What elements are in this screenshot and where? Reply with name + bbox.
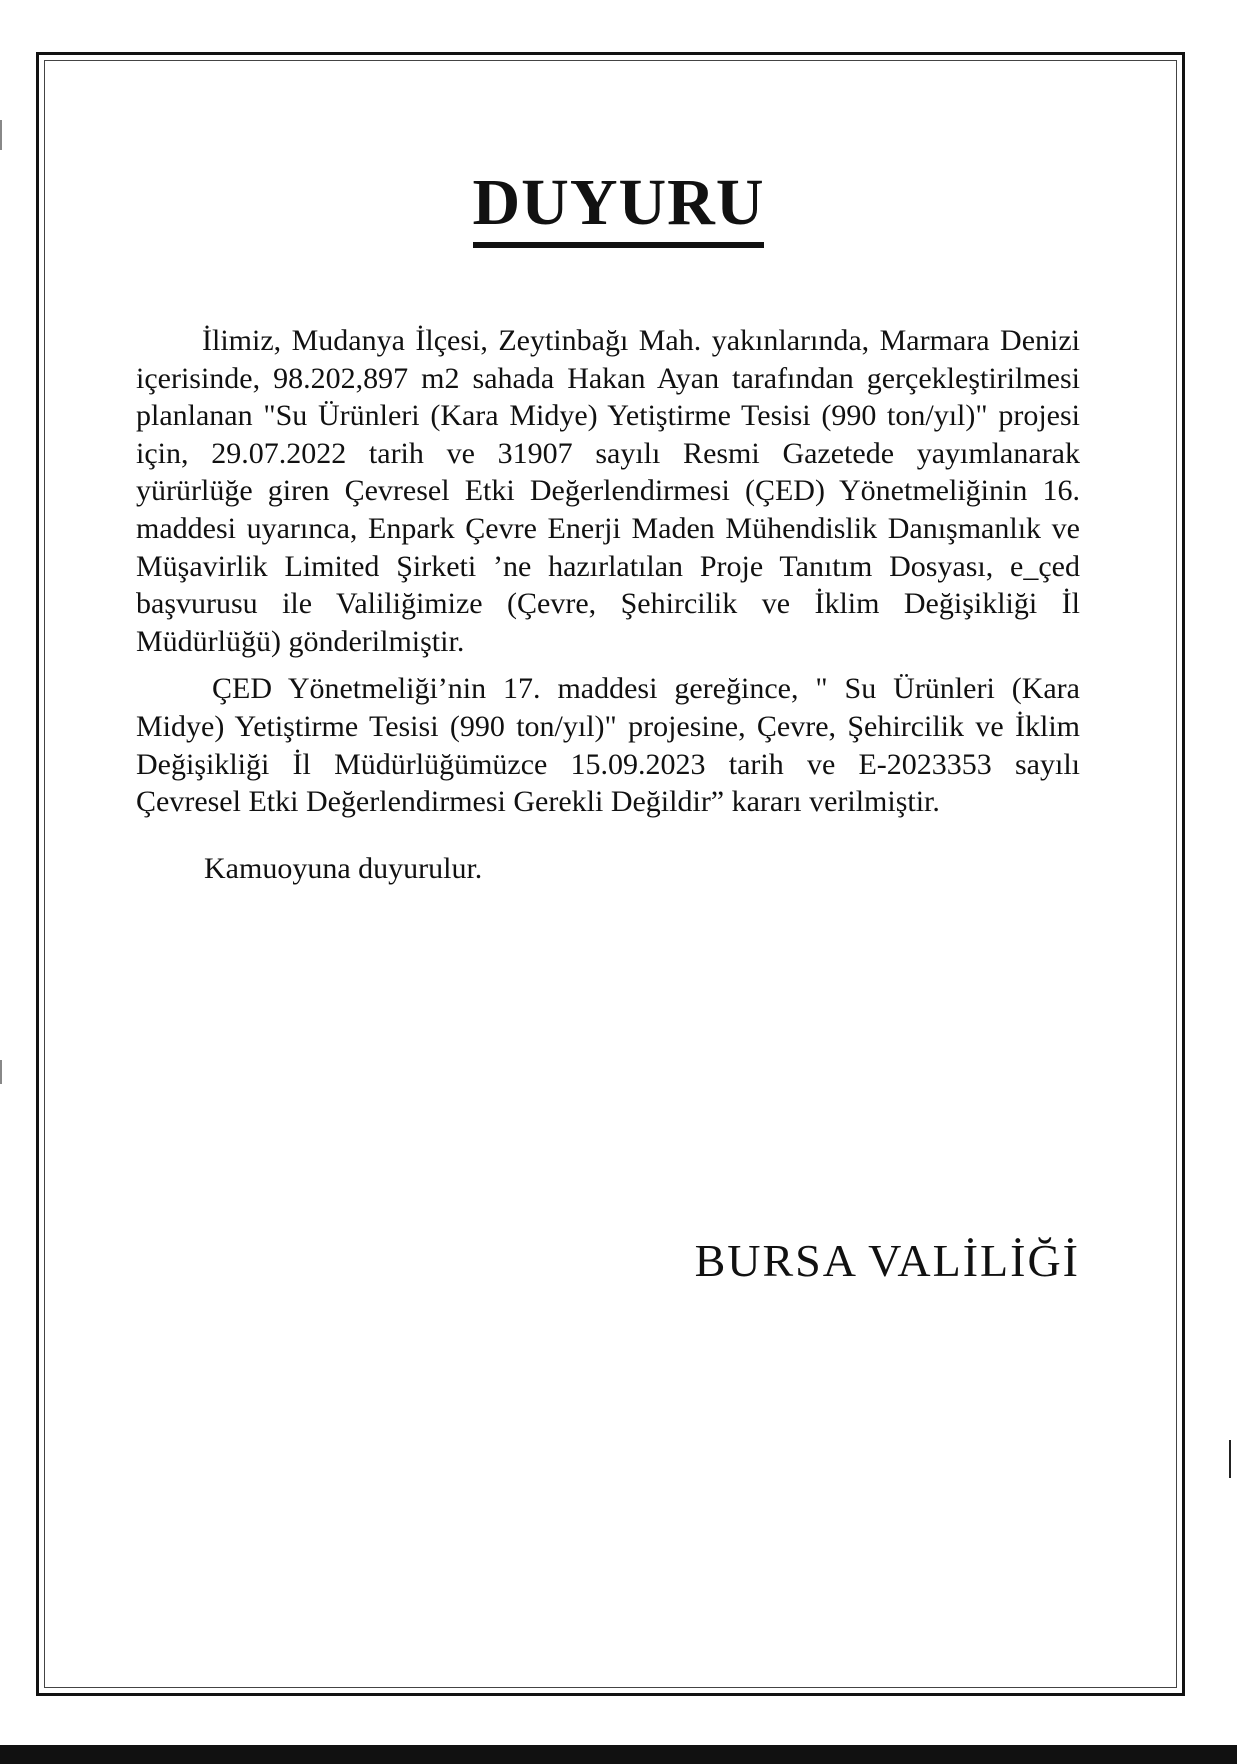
document-body <box>136 322 1080 887</box>
announcement-paragraph-1: İlimiz, Mudanya İlçesi, Zeytinbağı Mah. yakınlarında, Marmara Denizi içerisinde, 98.202,897 m2 sahada Hakan Ayan tarafından gerçekleştirilmesi planlanan "Su Ürünleri (Kara Midye) Yetiştirme Tesisi (990 ton/yıl)" projesi için, 29.07.2022 tarih ve 31907 sayılı Resmi Gazetede yayımlanarak yürürlüğe giren Çevresel Etki Değerlendirmesi (ÇED) Yönetmeliğinin 16. maddesi uyarınca, Enpark Çevre Enerji Maden Mühendislik Danışmanlık ve Müşavirlik Limited Şirketi ’ne hazırlatılan Proje Tanıtım Dosyası, e_çed başvurusu ile Valiliğimize (Çevre, Şehircilik ve İklim Değişikliği İl Müdürlüğü) gönderilmiştir. <box>136 324 1080 658</box>
announcement-paragraph-2: ÇED Yönetmeliği’nin 17. maddesi gereğince, " Su Ürünleri (Kara Midye) Yetiştirme Tesisi (990 ton/yıl)" projesine, Çevre, Şehircilik ve İklim Değişikliği İl Müdürlüğümüzce 15.09.2023 tarih ve E-2023353 sayılı Çevresel Etki Değerlendirmesi Gerekli Değildir” kararı verilmiştir. <box>136 672 1080 819</box>
scan-edge-mark <box>0 120 2 150</box>
signature-authority: BURSA VALİLİĞİ <box>694 1235 1080 1286</box>
page-title-text: DUYURU <box>473 170 765 248</box>
page-title <box>0 166 1237 248</box>
scan-edge-mark <box>0 1060 2 1084</box>
scan-bottom-bar <box>0 1745 1237 1764</box>
closing-line: Kamuoyuna duyurulur. <box>204 851 483 885</box>
scan-edge-mark <box>1229 1440 1231 1478</box>
